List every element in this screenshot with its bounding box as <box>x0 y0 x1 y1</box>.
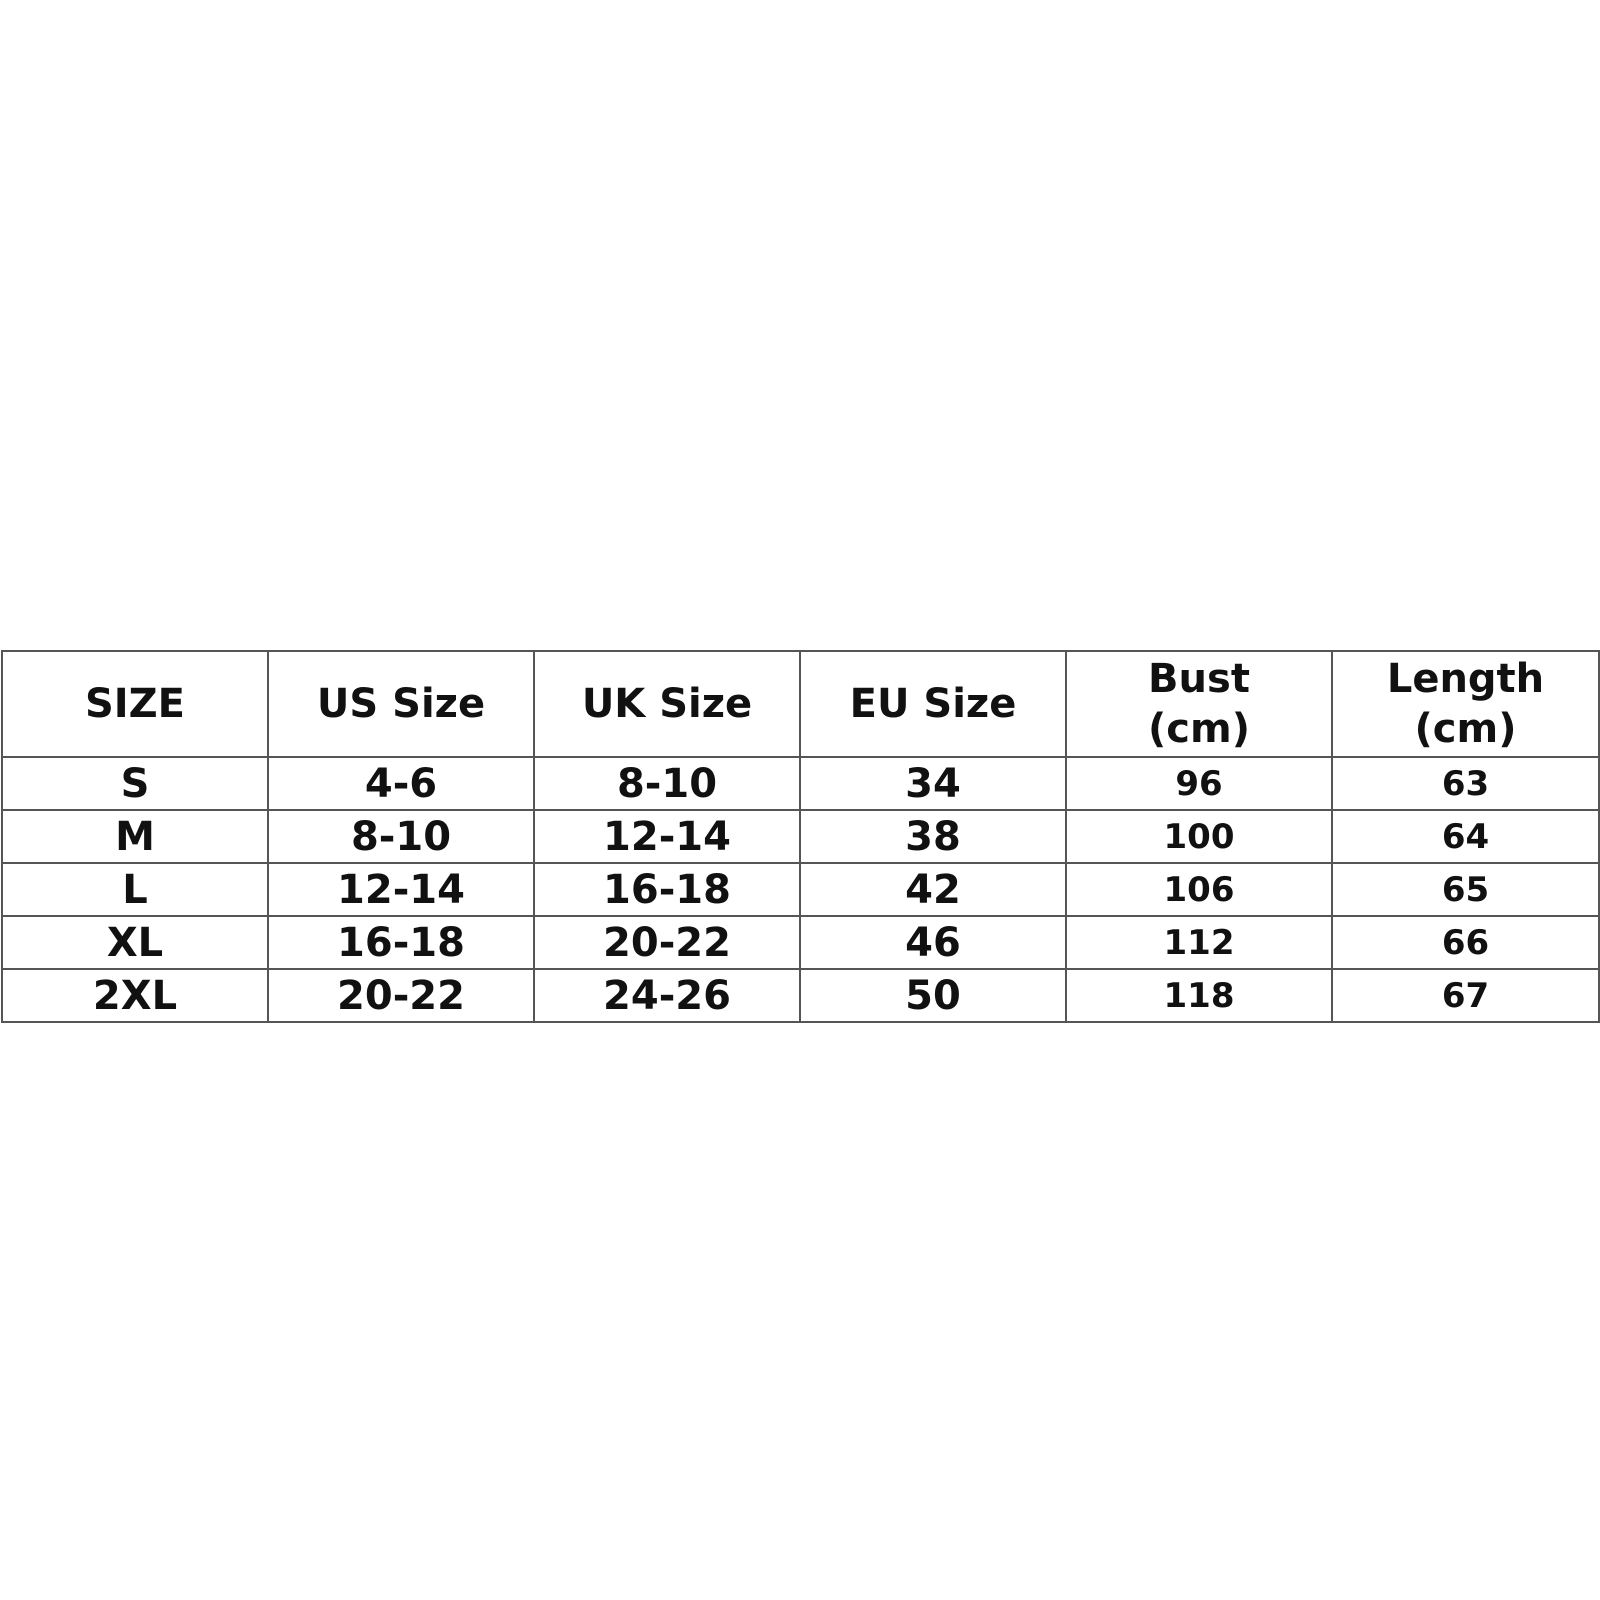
cell-size: L <box>2 863 268 916</box>
size-chart-table <box>1 650 1600 1023</box>
header-row <box>2 651 1599 757</box>
header-size: SIZE <box>2 651 268 757</box>
header-bust <box>1066 651 1332 757</box>
table-row <box>2 863 1599 916</box>
cell-uk-size: 16-18 <box>534 863 800 916</box>
cell-length: 65 <box>1332 863 1599 916</box>
table-row <box>2 810 1599 863</box>
cell-size: M <box>2 810 268 863</box>
cell-bust: 112 <box>1066 916 1332 969</box>
cell-size: XL <box>2 916 268 969</box>
cell-uk-size: 20-22 <box>534 916 800 969</box>
table-row <box>2 916 1599 969</box>
header-uk-size: UK Size <box>534 651 800 757</box>
cell-size: S <box>2 757 268 810</box>
cell-size: 2XL <box>2 969 268 1022</box>
header-length <box>1332 651 1599 757</box>
table-row <box>2 757 1599 810</box>
cell-length: 66 <box>1332 916 1599 969</box>
table-header <box>2 651 1599 757</box>
cell-length: 63 <box>1332 757 1599 810</box>
cell-eu-size: 38 <box>800 810 1066 863</box>
header-us-size: US Size <box>268 651 534 757</box>
cell-bust: 106 <box>1066 863 1332 916</box>
cell-uk-size: 24-26 <box>534 969 800 1022</box>
header-bust-label: Bust <box>1148 656 1250 702</box>
cell-eu-size: 50 <box>800 969 1066 1022</box>
header-bust-unit: (cm) <box>1148 706 1250 752</box>
cell-us-size: 8-10 <box>268 810 534 863</box>
cell-length: 67 <box>1332 969 1599 1022</box>
cell-length: 64 <box>1332 810 1599 863</box>
cell-us-size: 20-22 <box>268 969 534 1022</box>
cell-us-size: 4-6 <box>268 757 534 810</box>
cell-uk-size: 8-10 <box>534 757 800 810</box>
cell-bust: 100 <box>1066 810 1332 863</box>
table-row <box>2 969 1599 1022</box>
header-length-label: Length <box>1386 656 1545 702</box>
cell-eu-size: 42 <box>800 863 1066 916</box>
header-eu-size: EU Size <box>800 651 1066 757</box>
cell-uk-size: 12-14 <box>534 810 800 863</box>
header-length-unit: (cm) <box>1414 706 1517 752</box>
cell-eu-size: 46 <box>800 916 1066 969</box>
cell-eu-size: 34 <box>800 757 1066 810</box>
cell-bust: 96 <box>1066 757 1332 810</box>
cell-bust: 118 <box>1066 969 1332 1022</box>
cell-us-size: 12-14 <box>268 863 534 916</box>
table-body <box>2 757 1599 1022</box>
cell-us-size: 16-18 <box>268 916 534 969</box>
